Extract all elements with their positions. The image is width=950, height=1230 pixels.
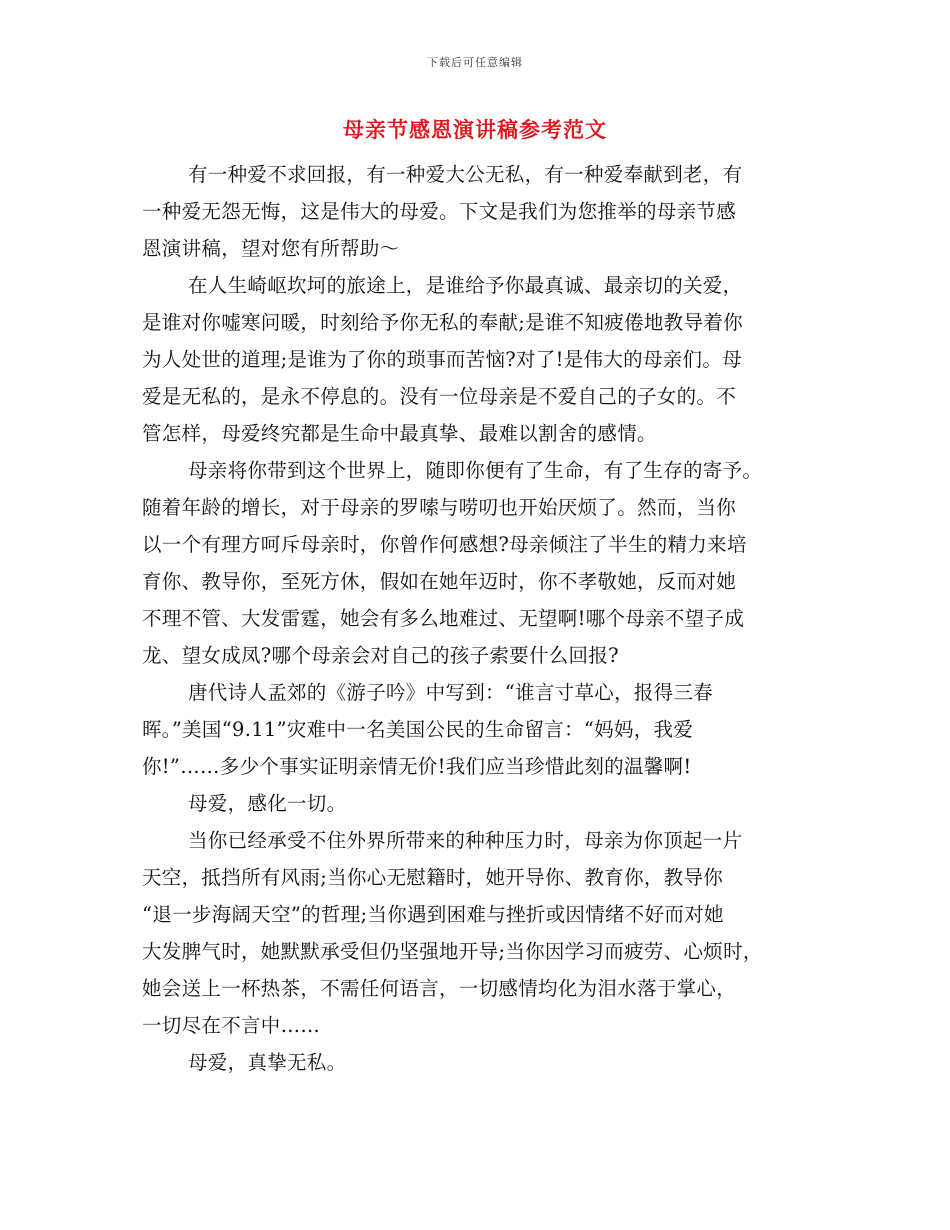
body-text-line: 一种爱无怨无悔，这是伟大的母爱。下文是我们为您推举的母亲节感	[142, 200, 737, 223]
body-text-line: 大发脾气时，她默默承受但仍坚强地开导;当你因学习而疲劳、心烦时，	[142, 940, 763, 963]
body-text-line: 育你、教导你，至死方休，假如在她年迈时，你不孝敬她，反而对她	[142, 570, 737, 593]
document-body	[142, 160, 822, 1085]
body-text-line: 恩演讲稿，望对您有所帮助～	[142, 237, 400, 260]
body-text-line: 你!”……多少个事实证明亲情无价!我们应当珍惜此刻的温馨啊!	[142, 755, 692, 778]
body-text-line: 母亲将你带到这个世界上，随即你便有了生命，有了生存的寄予。	[188, 459, 763, 482]
body-text-line: 龙、望女成凤?哪个母亲会对自己的孩子索要什么回报?	[142, 644, 619, 667]
body-text-line: 唐代诗人孟郊的《游子吟》中写到：“谁言寸草心，报得三春	[188, 681, 714, 704]
body-text-line: 爱是无私的，是永不停息的。没有一位母亲是不爱自己的子女的。不	[142, 385, 737, 408]
body-text-line: 不理不管、大发雷霆，她会有多么地难过、无望啊!哪个母亲不望子成	[142, 607, 745, 630]
body-text-line: 一切尽在不言中……	[142, 1014, 321, 1037]
body-text-line: 天空，抵挡所有风雨;当你心无慰籍时，她开导你、教育你，教导你	[142, 866, 724, 889]
document-title: 母亲节感恩演讲稿参考范文	[343, 117, 607, 142]
page-header-note: 下载后可任意编辑	[427, 56, 523, 69]
body-text-line: 为人处世的道理;是谁为了你的琐事而苦恼?对了!是伟大的母亲们。母	[142, 348, 742, 371]
body-text-line: 她会送上一杯热茶，不需任何语言，一切感情均化为泪水落于掌心，	[142, 977, 737, 1000]
body-text-line: 管怎样，母爱终究都是生命中最真挚、最难以割舍的感情。	[142, 422, 657, 445]
body-text-line: 母爱，真挚无私。	[188, 1051, 347, 1074]
body-text-line: 是谁对你嘘寒问暖，时刻给予你无私的奉献;是谁不知疲倦地教导着你	[142, 311, 743, 334]
body-text-line: 有一种爱不求回报，有一种爱大公无私，有一种爱奉献到老，有	[188, 163, 743, 186]
body-text-line: “退一步海阔天空”的哲理;当你遇到困难与挫折或因情绪不好而对她	[142, 903, 724, 926]
body-text-line: 晖。”美国“9.11”灾难中一名美国公民的生命留言：“妈妈，我爱	[142, 718, 694, 741]
body-text-line: 随着年龄的增长，对于母亲的罗嗦与唠叨也开始厌烦了。然而，当你	[142, 496, 737, 519]
body-text-line: 当你已经承受不住外界所带来的种种压力时，母亲为你顶起一片	[188, 829, 743, 852]
body-text-line: 在人生崎岖坎坷的旅途上，是谁给予你最真诚、最亲切的关爱，	[188, 274, 743, 297]
body-text-line: 母爱，感化一切。	[188, 792, 347, 815]
body-text-line: 以一个有理方呵斥母亲时，你曾作何感想?母亲倾注了半生的精力来培	[142, 533, 747, 556]
